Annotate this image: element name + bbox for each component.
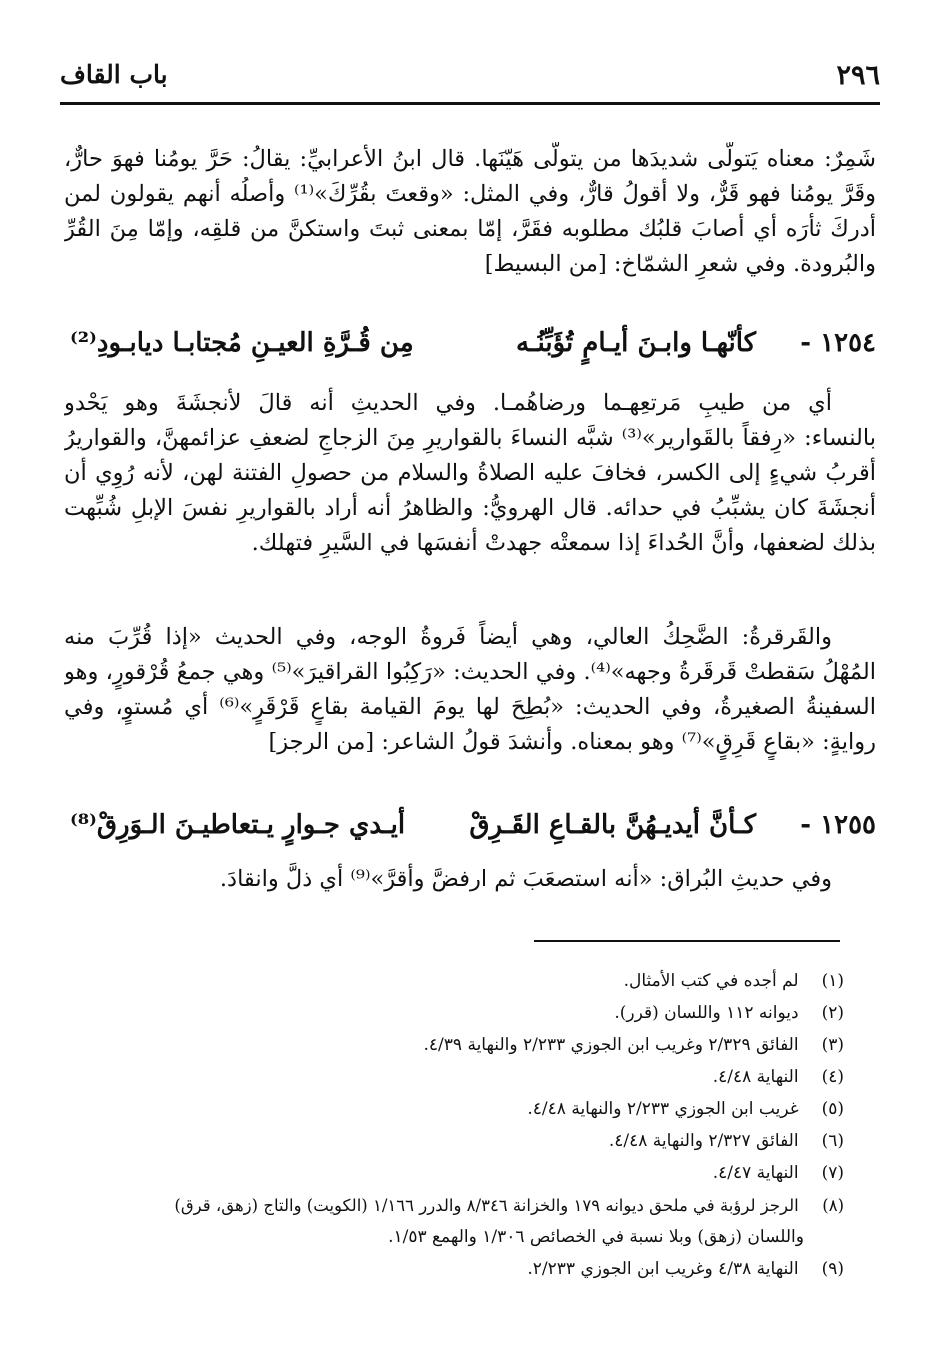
- verse-number: ١٢٥٤ -: [800, 328, 876, 358]
- footnote-number: (٧): [821, 1163, 844, 1183]
- text-line: شَمِرٌ: معناه يَتولّى شديدَها من يتولّى هَيّنَها. قال ابنُ الأعرابيِّ: يقالُ: حَرَّ يومُنا فهوَ حارٌّ،: [64, 146, 876, 172]
- verse-first-hemistich: كـأنَّ أيديـهُنَّ بالقـاعِ القَـرِقْ: [469, 810, 756, 840]
- text-line: أقربُ شيءٍ إلى الكسر، فخافَ عليه الصلاةُ والسلام من حصولِ الفتنة لهن، لأنه رُوِي أن: [64, 460, 876, 486]
- verse-first-hemistich: كأنّهـا وابـنَ أيـامٍ تُؤَبِّنُـه: [515, 328, 756, 358]
- footnote-5: [64, 1096, 844, 1123]
- footnote-3: [64, 1032, 844, 1059]
- page-header: [60, 58, 880, 105]
- footnote-9: [64, 1256, 844, 1283]
- text-line: وقَرَّ يومُنا فهو قَرٌّ، ولا أقولُ قارٌّ، وفي المثل: «وقعتَ بقُرِّكَ»⁽¹⁾ وأصلُه أنهم يقولون لمن: [64, 181, 876, 207]
- text-line: بالنساء: «رِفقاً بالقَوارير»⁽³⁾ شبَّه النساءَ بالقواريرِ مِنَ الزجاجِ لضعفِ عزائمهنَّ، والقواريرُ: [64, 425, 876, 451]
- footnote-text: النهاية ٤/٤٧.: [712, 1163, 799, 1183]
- footnote-text: النهاية ٤/٣٨ وغريب ابن الجوزي ٢/٢٣٣.: [527, 1259, 799, 1279]
- footnote-2: [64, 1000, 844, 1027]
- text-line: روايةٍ: «بقاعٍ قَرِقٍ»⁽⁷⁾ وهو بمعناه. وأنشدَ قولُ الشاعر: [من الرجز]: [268, 729, 876, 755]
- text-line: المُهْلُ سَقطتْ قَرقَرةُ وجهه»⁽⁴⁾. وفي الحديث: «رَكِبُوا القراقيرَ»⁽⁵⁾ وهي جمعُ قُرْقورٍ، وهو: [64, 659, 876, 685]
- footnote-number: (٣): [821, 1035, 844, 1055]
- footnote-separator: [534, 940, 840, 942]
- footnote-6: [64, 1128, 844, 1155]
- verse-1255: [70, 810, 876, 856]
- footnote-8: [64, 1192, 844, 1219]
- verse-second-hemistich: أيـدي جـوارٍ يـتعاطيـنَ الـوَرِقْ⁽⁸⁾: [70, 810, 406, 840]
- footnote-text: لم أجده في كتب الأمثال.: [623, 971, 799, 991]
- paragraph-3: [64, 620, 876, 760]
- footnote-number: (٦): [821, 1131, 844, 1151]
- text-line: أنجشَةَ كان يشبِّبُ في حدائه. قال الهرويُّ: والظاهرُ أنه أراد بالقواريرِ نفسَ الإبلِ شُبِّهت: [64, 495, 876, 521]
- footnote-number: (١): [821, 971, 844, 991]
- text-line: والبُرودة. وفي شعرِ الشمّاخ: [من البسيط]: [484, 251, 876, 277]
- text-line: أدركَ ثأرَه أي أصابَ قلبُك مطلوبه فقَرَّ، إمّا بمعنى ثبتَ واستكنَّ من قلقِه، وإمّا مِنَ القُرِّ: [64, 216, 876, 242]
- footnote-text: الرجز لرؤبة في ملحق ديوانه ١٧٩ والخزانة ٨/٣٤٦ والدرر ١/١٦٦ (الكويت) والتاج (زهق، قرق): [174, 1196, 799, 1215]
- text-line: السفينةُ الصغيرةُ، وفي الحديث: «بُطِحَ لها يومَ القيامة بقاعٍ قَرْقَرٍ»⁽⁶⁾ أي مُستوٍ، وفي: [64, 694, 876, 720]
- verse-number: ١٢٥٥ -: [800, 810, 876, 840]
- footnote-number: (٢): [821, 1003, 844, 1023]
- text-line: وفي حديثِ البُراق: «أنه استصعَبَ ثم ارفضَّ وأقرَّ»⁽⁹⁾ أي ذلَّ وانقادَ.: [219, 866, 832, 892]
- verse-second-hemistich: مِن قُـرَّةِ العيـنِ مُجتابـا ديابـودِ⁽²⁾: [70, 328, 414, 358]
- footnote-text: غريب ابن الجوزي ٢/٢٣٣ والنهاية ٤/٤٨.: [527, 1099, 799, 1119]
- footnote-number: (٥): [821, 1099, 844, 1119]
- page-number: ٢٩٦: [836, 60, 880, 91]
- paragraph-2: [64, 386, 876, 561]
- text-line: والقَرقرةُ: الضَّحِكُ العالي، وهي أيضاً فَروةُ الوجه، وفي الحديث «إذا قُرِّبَ منه: [64, 624, 832, 650]
- footnote-text: الفائق ٢/٣٢٩ وغريب ابن الجوزي ٢/٢٣٣ والنهاية ٤/٣٩.: [423, 1035, 799, 1055]
- footnote-text: واللسان (زهق) وبلا نسبة في الخصائص ١/٣٠٦ والهمع ١/٥٣.: [388, 1227, 804, 1247]
- footnote-text: ديوانه ١١٢ واللسان (قرر).: [614, 1003, 799, 1023]
- footnote-1: [64, 968, 844, 995]
- paragraph-4: [64, 862, 876, 897]
- paragraph-1: [64, 142, 876, 282]
- footnote-number: (٨): [822, 1196, 844, 1215]
- footnote-text: الفائق ٢/٣٢٧ والنهاية ٤/٤٨.: [608, 1131, 799, 1151]
- footnote-7: [64, 1160, 844, 1187]
- verse-1254: [70, 328, 876, 374]
- chapter-title: باب القاف: [60, 60, 168, 89]
- footnote-4: [64, 1064, 844, 1091]
- footnote-number: (٤): [821, 1067, 844, 1087]
- footnote-text: النهاية ٤/٤٨.: [712, 1067, 799, 1087]
- text-line: أي من طيبِ مَرتعِهـما ورضاهُمـا. وفي الحديثِ أنه قالَ لأنجشَةَ وهو يَحْدو: [64, 390, 832, 416]
- footnote-number: (٩): [821, 1259, 844, 1279]
- text-line: بذلك لضعفها، وأنَّ الحُداءَ إذا سمعتْه جهدتْ أنفسَها في السَّيرِ فتهلك.: [251, 530, 876, 556]
- footnote-8-continuation: [64, 1224, 844, 1251]
